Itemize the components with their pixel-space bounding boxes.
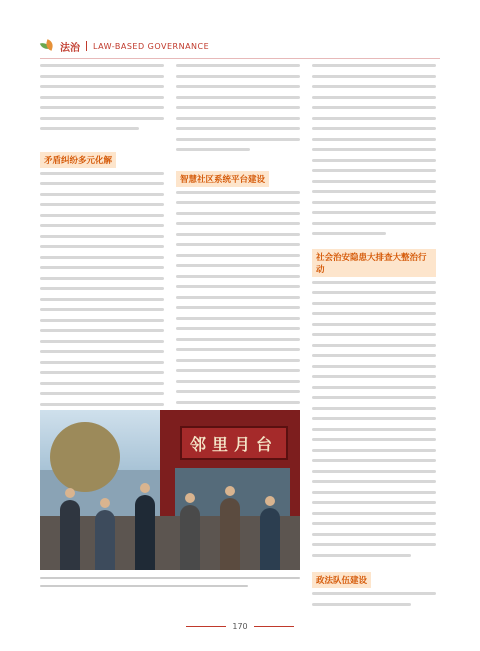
column-1 — [40, 64, 164, 466]
section-name: 法治 — [60, 42, 80, 54]
body-text-placeholder — [176, 191, 300, 415]
header-divider — [86, 41, 87, 51]
subheading-security-inspection: 社会治安隐患大排查大整治行动 — [312, 249, 436, 277]
subheading-dispute-resolution: 矛盾纠纷多元化解 — [40, 152, 116, 168]
body-text-placeholder — [312, 281, 436, 557]
page-number — [0, 622, 480, 631]
header-rule — [40, 58, 440, 59]
magazine-logo-icon — [40, 39, 54, 53]
page-number-value: 170 — [232, 622, 248, 631]
photo-caption-placeholder — [40, 577, 300, 595]
section-english-name: LAW-BASED GOVERNANCE — [93, 41, 210, 51]
subheading-team-building: 政法队伍建设 — [312, 572, 371, 588]
storefront-sign: 邻里月台 — [180, 426, 288, 460]
column-2 — [176, 64, 300, 422]
page-header — [40, 38, 209, 54]
body-text-placeholder — [312, 592, 436, 606]
body-text-placeholder — [176, 64, 300, 151]
body-text-placeholder — [40, 64, 164, 130]
subheading-smart-community: 智慧社区系统平台建设 — [176, 171, 269, 187]
column-3 — [312, 64, 436, 613]
community-event-photo — [40, 410, 300, 570]
body-text-placeholder — [312, 64, 436, 235]
